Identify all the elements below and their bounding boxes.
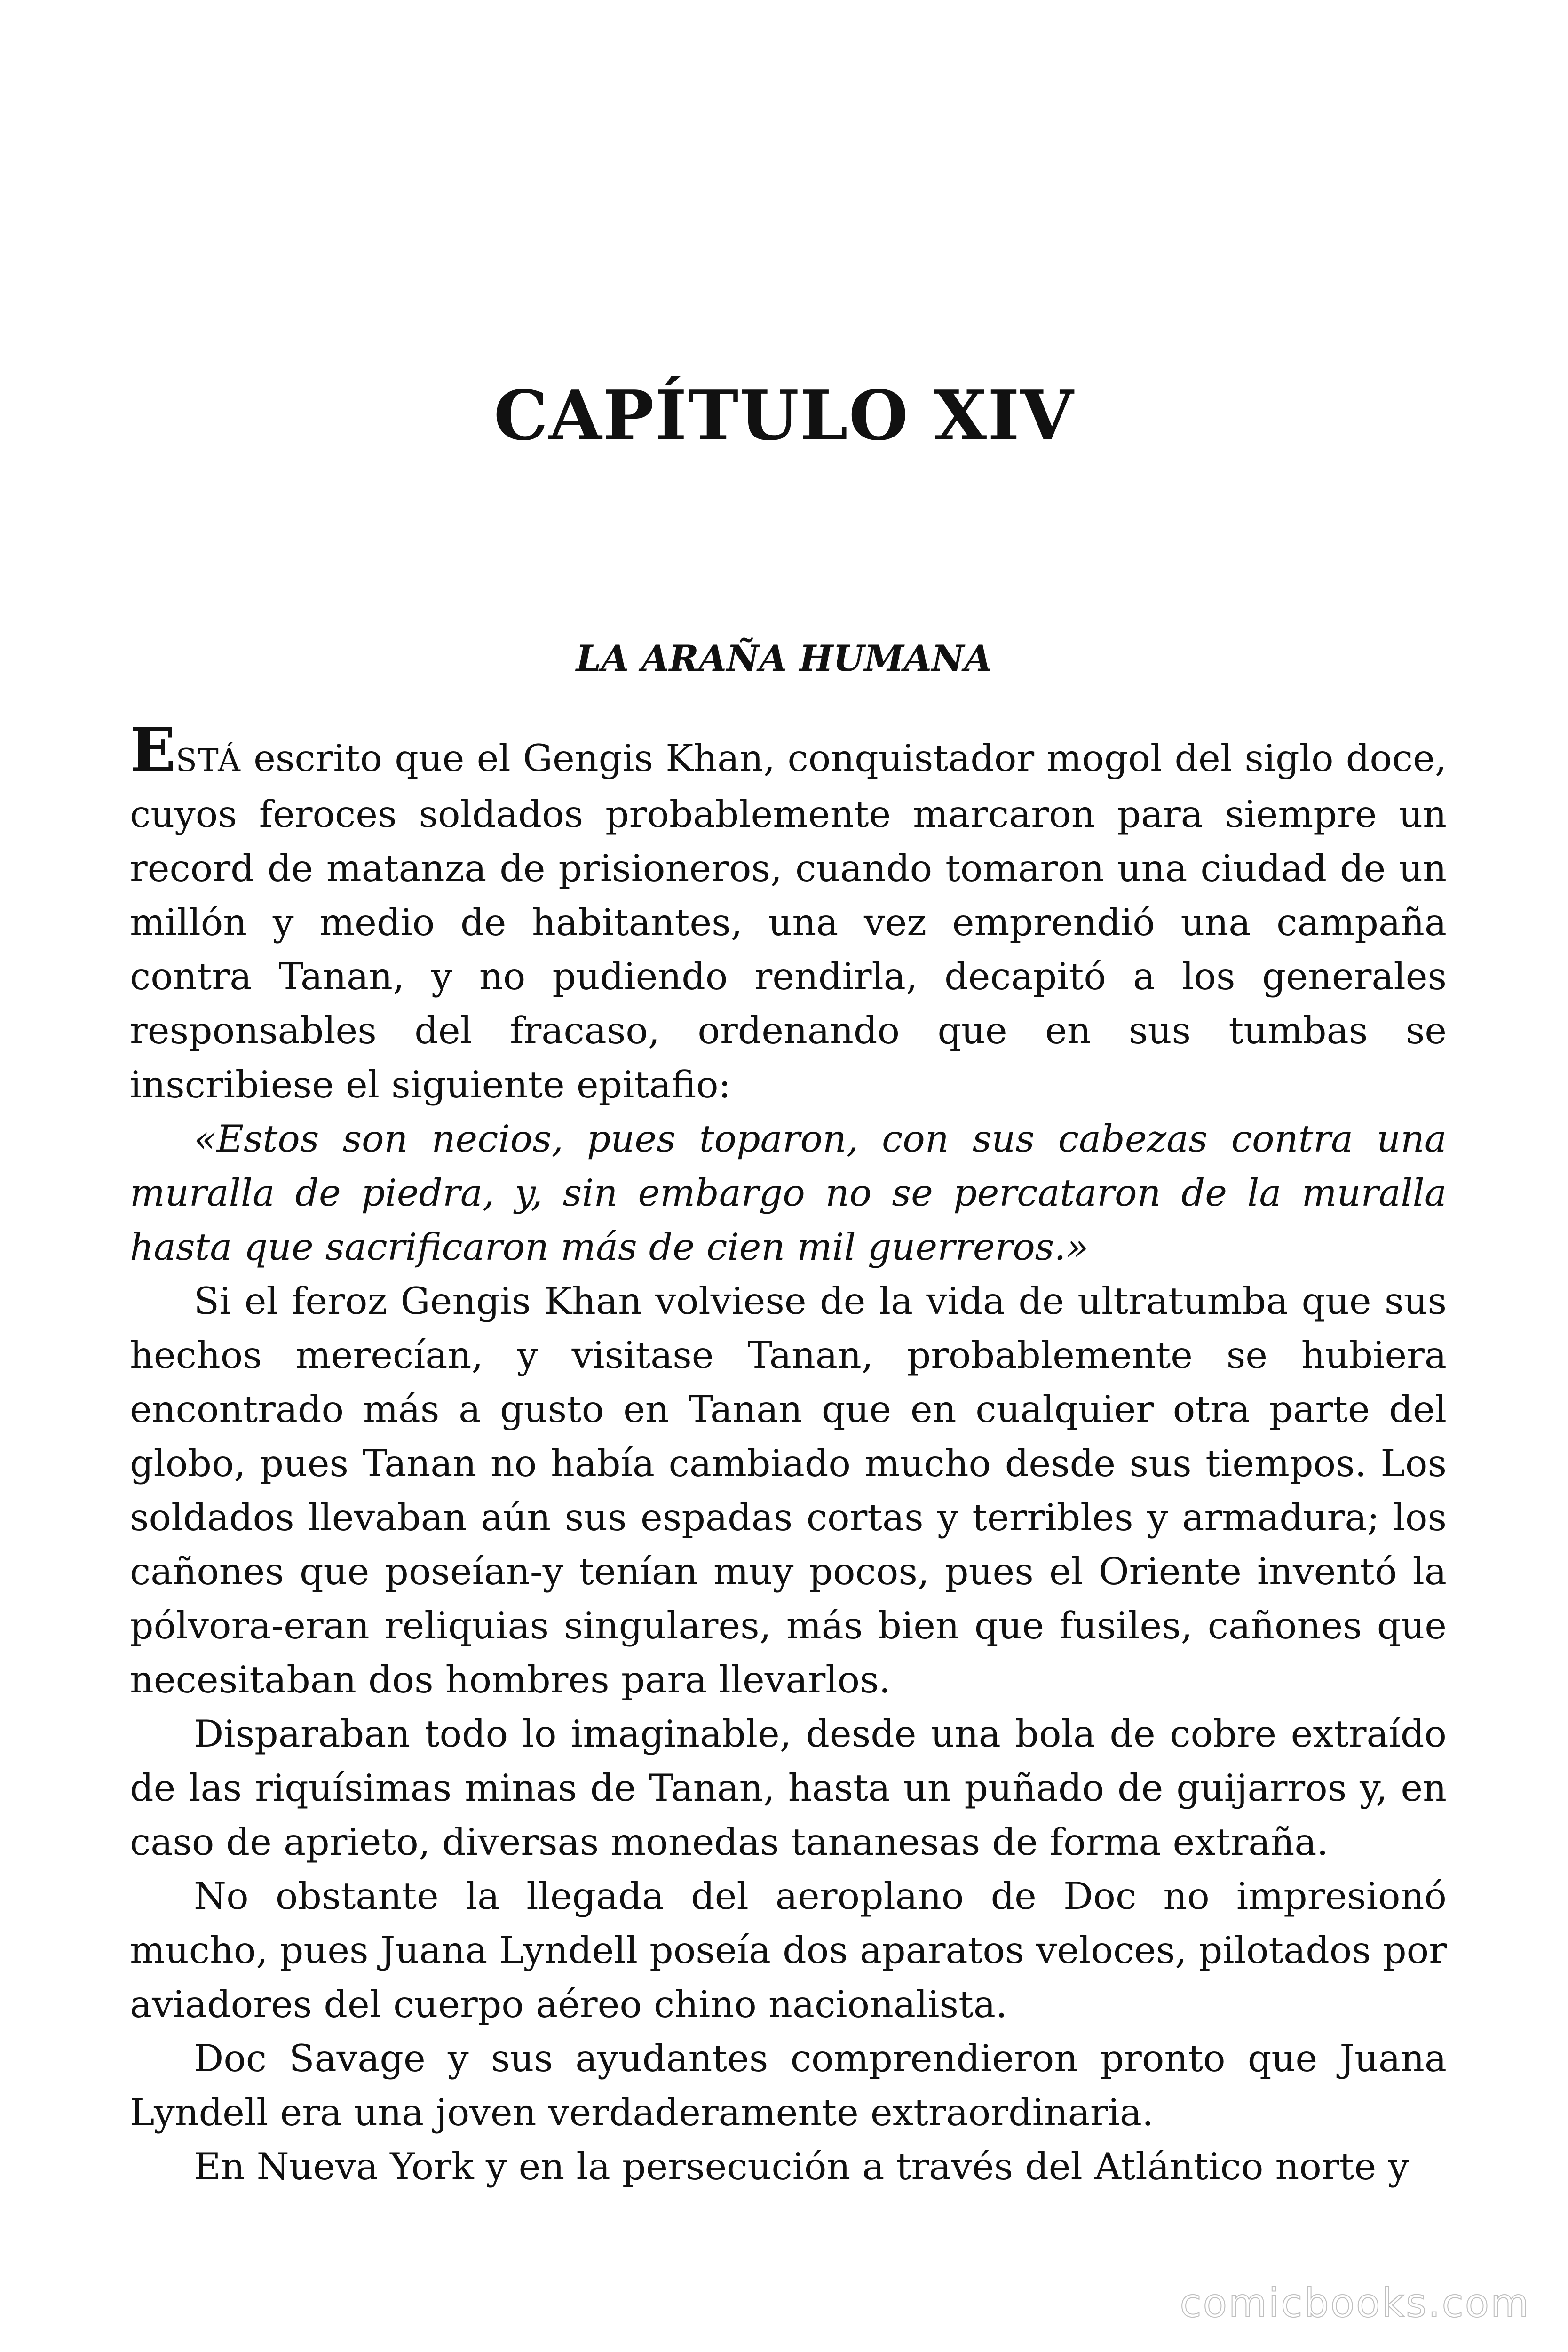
- epitaph-quote: «Estos son necios, pues toparon, con sus cabezas contra una muralla de piedra, y, sin embargo no se percataron de la muralla hasta que sacrificaron más de cien mil guerreros.»: [130, 1117, 1447, 1269]
- smallcaps-word: STÁ: [175, 742, 241, 779]
- paragraph-6: En Nueva York y en la persecución a través del Atlántico norte y: [194, 2145, 1409, 2188]
- paragraph-5: Doc Savage y sus ayudantes comprendieron pronto que Juana Lyndell era una joven verdaderamente extraordinaria.: [130, 2037, 1447, 2134]
- paragraph-3: Disparaban todo lo imaginable, desde una bola de cobre extraído de las riquísimas minas de Tanan, hasta un puñado de guijarros y, en caso de aprieto, diversas monedas tananesas de forma extraña.: [130, 1712, 1447, 1864]
- chapter-title: CAPÍTULO XIV: [493, 376, 1075, 456]
- paragraph-4: No obstante la llegada del aeroplano de Doc no impresionó mucho, pues Juana Lyndell poseía dos aparatos veloces, pilotados por aviadores del cuerpo aéreo chino nacionalista.: [130, 1875, 1447, 2026]
- chapter-body: [130, 715, 1447, 2194]
- paragraph-1-text: escrito que el Gengis Khan, conquistador mogol del siglo doce, cuyos feroces soldados probablemente marcaron para siempre un record de matanza de prisioneros, cuando tomaron una ciudad de un millón y medio de habitantes, una vez emprendió una campaña contra Tanan, y no pudiendo rendirla, decapitó a los generales responsables del fracaso, ordenando que en sus tumbas se inscribiese el siguiente epitafio:: [130, 737, 1447, 1106]
- paragraph-2: Si el feroz Gengis Khan volviese de la vida de ultratumba que sus hechos merecían, y visitase Tanan, probablemente se hubiera encontrado más a gusto en Tanan que en cualquier otra parte del globo, pues Tanan no había cambiado mucho desde sus tiempos. Los soldados llevaban aún sus espadas cortas y terribles y armadura; los cañones que poseían-y tenían muy pocos, pues el Oriente inventó la pólvora-eran reliquias singulares, más bien que fusiles, cañones que necesitaban dos hombres para llevarlos.: [130, 1279, 1447, 1701]
- watermark: comicbooks.com: [1180, 2280, 1530, 2326]
- drop-initial: E: [130, 715, 176, 786]
- chapter-subtitle: LA ARAÑA HUMANA: [576, 637, 992, 679]
- paragraph-1: [130, 715, 1447, 1112]
